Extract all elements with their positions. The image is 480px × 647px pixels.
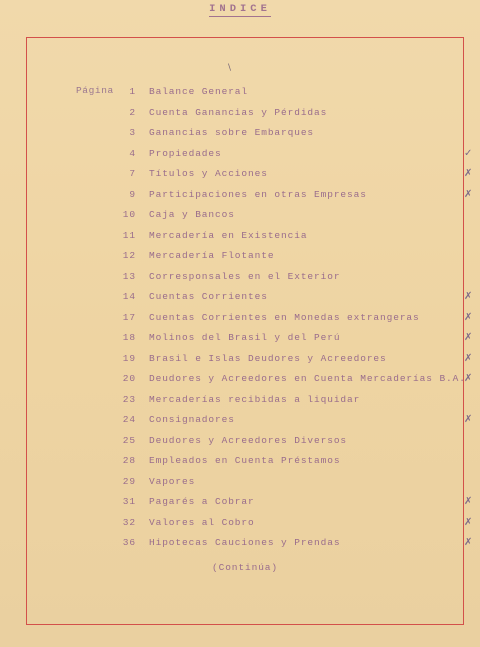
- index-entry-page: 1: [129, 86, 136, 97]
- index-entry: [0, 126, 480, 140]
- check-mark-icon: ✗: [464, 311, 474, 323]
- index-entry-page: 18: [122, 332, 136, 343]
- index-entry: [0, 516, 480, 530]
- index-entry: [0, 434, 480, 448]
- index-entry: [0, 85, 480, 99]
- page-title-text: INDICE: [209, 3, 271, 15]
- index-entry-page: 31: [122, 496, 136, 507]
- check-mark-icon: ✗: [464, 188, 474, 200]
- index-entry-page: 7: [129, 168, 136, 179]
- check-mark-icon: ✗: [464, 516, 474, 528]
- index-entry-title: Empleados en Cuenta Préstamos: [149, 455, 341, 466]
- index-entry-page: 11: [122, 229, 136, 241]
- index-entry-title: Molinos del Brasil y del Perú: [149, 332, 341, 343]
- index-entry-page: 25: [122, 434, 136, 446]
- index-entry-title: Mercadería en Existencia: [149, 229, 308, 241]
- index-entry-title: Mercadería Flotante: [149, 250, 275, 261]
- index-entry-title: Propiedades: [149, 147, 222, 159]
- index-entry-page: 10: [122, 209, 136, 220]
- check-mark-icon: ✓: [464, 147, 474, 159]
- index-entry-title: Vapores: [149, 475, 196, 487]
- index-entry-title: Pagarés a Cobrar: [149, 496, 255, 507]
- index-entry: [0, 331, 480, 345]
- index-entry-title: Brasil e Islas Deudores y Acreedores: [149, 352, 387, 364]
- index-entry-page: 13: [122, 270, 136, 282]
- index-entry-title: Hipotecas Cauciones y Prendas: [149, 537, 341, 548]
- index-entry: [0, 311, 480, 325]
- index-entry: [0, 290, 480, 304]
- check-mark-icon: ✗: [464, 352, 474, 364]
- index-entry-title: Valores al Cobro: [149, 516, 255, 528]
- pagina-label: Página: [76, 85, 114, 96]
- index-entry-page: 19: [122, 352, 136, 364]
- index-entry-page: 24: [122, 414, 136, 425]
- index-entry-title: Corresponsales en el Exterior: [149, 270, 341, 282]
- index-entry: [0, 229, 480, 243]
- check-mark-icon: ✗: [464, 537, 474, 548]
- index-entry-page: 29: [122, 475, 136, 487]
- check-mark-icon: ✗: [464, 168, 474, 179]
- index-entry-page: 14: [122, 291, 136, 302]
- index-entry: [0, 147, 480, 161]
- index-entry: [0, 454, 480, 468]
- check-mark-icon: ✗: [464, 291, 474, 302]
- index-entry: [0, 249, 480, 263]
- index-entry-page: 23: [122, 393, 136, 405]
- index-entry: [0, 167, 480, 181]
- index-entry: [0, 106, 480, 120]
- index-entry: [0, 413, 480, 427]
- index-entry-page: 9: [129, 188, 136, 200]
- index-entry-title: Cuenta Ganancias y Pérdidas: [149, 106, 328, 118]
- index-entry-title: Cuentas Corrientes en Monedas extrangeras: [149, 311, 420, 323]
- check-mark-icon: ✗: [464, 332, 474, 343]
- index-entry-page: 3: [129, 127, 136, 138]
- index-entry: [0, 188, 480, 202]
- index-entry-title: Consignadores: [149, 414, 235, 425]
- check-mark-icon: ✗: [464, 373, 474, 384]
- check-mark-icon: ✗: [464, 414, 474, 425]
- index-entry: [0, 393, 480, 407]
- index-entry-title: Ganancias sobre Embarques: [149, 127, 315, 138]
- index-entry-title: Deudores y Acreedores Diversos: [149, 434, 348, 446]
- index-entry: [0, 352, 480, 366]
- index-entry-page: 28: [122, 455, 136, 466]
- index-entry: [0, 208, 480, 222]
- index-entry-title: Mercaderías recibidas a liquidar: [149, 393, 361, 405]
- index-entry-title: Deudores y Acreedores en Cuenta Mercaderías B.A.: [149, 373, 466, 384]
- index-entry-title: Caja y Bancos: [149, 209, 235, 220]
- index-entry-title: Títulos y Acciones: [149, 168, 268, 179]
- index-entry-title: Balance General: [149, 86, 249, 97]
- index-entry: [0, 270, 480, 284]
- index-entry-page: 4: [129, 147, 136, 159]
- index-entry-page: 36: [122, 537, 136, 548]
- index-entry-title: Cuentas Corrientes: [149, 291, 268, 302]
- index-entry: [0, 536, 480, 550]
- continua-text: (Continúa): [212, 562, 279, 573]
- index-entry-page: 12: [122, 250, 136, 261]
- check-mark-icon: ✗: [464, 496, 474, 507]
- stray-tick-mark: \: [228, 63, 232, 73]
- index-entry: [0, 372, 480, 386]
- index-entry-page: 17: [122, 311, 136, 323]
- index-entry-page: 2: [129, 106, 136, 118]
- index-entry-page: 20: [122, 373, 136, 384]
- index-entry: [0, 475, 480, 489]
- index-entry: [0, 495, 480, 509]
- index-entry-title: Participaciones en otras Empresas: [149, 188, 367, 200]
- index-entry-page: 32: [122, 516, 136, 528]
